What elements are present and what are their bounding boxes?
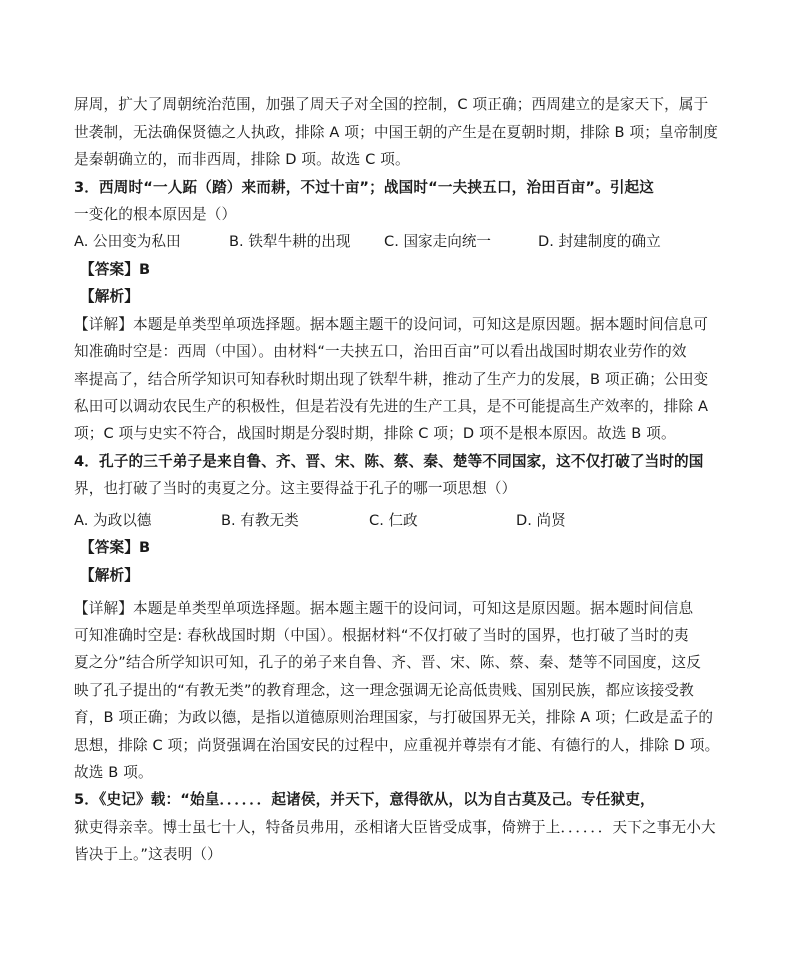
q3-detail-line-4: 私田可以调动农民生产的积极性，但是若没有先进的生产工具，是不可能提高生产效率的，排除 A: [74, 398, 709, 415]
q4-option-c: C. 仁政: [369, 512, 418, 529]
q5-stem-line-1: 5．《史记》载：“始皇．．．．．．起诸侯，并天下，意得欲从，以为自古莫及己。专任狱吏，: [74, 791, 655, 808]
q3-option-b: B. 铁犁牛耕的出现: [229, 233, 351, 250]
q3-stem-line-2: 一变化的根本原因是（）: [74, 206, 237, 223]
q4-answer: 【答案】B: [80, 539, 151, 556]
q5-stem-line-2: 狱吏得亲幸。博士虽七十人，特备员弗用，丞相诸大臣皆受成事，倚辨于上．．．．．．天下之事无小大: [74, 819, 716, 836]
q4-option-a: A. 为政以德: [74, 512, 152, 529]
q3-answer: 【答案】B: [80, 261, 151, 278]
q3-analysis-label: 【解析】: [80, 288, 139, 305]
q3-detail-line-2: 知准确时空是：西周（中国）。由材料“一夫挟五口，治田百亩”可以看出战国时期农业劳作的效: [74, 343, 687, 360]
q5-stem-line-3: 皆决于上。”这表明（）: [74, 846, 222, 863]
q2-analysis-line-3: 是秦朝确立的，而非西周，排除 D 项。故选 C 项。: [74, 151, 410, 168]
q2-analysis-line-2: 世袭制，无法确保贤德之人执政，排除 A 项；中国王朝的产生是在夏朝时期，排除 B 项；皇帝制度: [74, 124, 718, 141]
q4-detail-line-3: 夏之分”结合所学知识可知，孔子的弟子来自鲁、齐、晋、宋、陈、蔡、秦、楚等不同国度，这反: [74, 654, 701, 671]
q3-option-d: D. 封建制度的确立: [538, 233, 661, 250]
q3-stem-line-1: 3．西周时“一人跖（踏）来而耕，不过十亩”；战国时“一夫挟五口，治田百亩”。引起这: [74, 179, 655, 196]
q4-detail-line-2: 可知准确时空是: 春秋战国时期（中国）。根据材料“不仅打破了当时的国界，也打破了当时的夷: [74, 627, 689, 644]
q4-detail-line-1: 【详解】本题是单类型单项选择题。据本题主题干的设问词，可知这是原因题。据本题时间信息: [74, 600, 694, 617]
q4-detail-line-6: 思想，排除 C 项；尚贤强调在治国安民的过程中，应重视并尊崇有才能、有德行的人，排除 D 项。: [74, 737, 720, 754]
q3-detail-line-5: 项；C 项与史实不符合，战国时期是分裂时期，排除 C 项；D 项不是根本原因。故选 B 项。: [74, 425, 676, 442]
q3-detail-line-3: 率提高了，结合所学知识可知春秋时期出现了铁犁牛耕，推动了生产力的发展，B 项正确；公田变: [74, 371, 709, 388]
q4-detail-line-7: 故选 B 项。: [74, 764, 153, 781]
q4-detail-line-4: 映了孔子提出的“有教无类”的教育理念，这一理念强调无论高低贵贱、国别民族，都应该接受教: [74, 682, 694, 699]
q4-detail-line-5: 育，B 项正确；为政以德，是指以道德原则治理国家，与打破国界无关，排除 A 项；仁政是孟子的: [74, 709, 714, 726]
q2-analysis-line-1: 屏周，扩大了周朝统治范围，加强了周天子对全国的控制，C 项正确；西周建立的是家天下，属于: [74, 96, 709, 113]
q4-analysis-label: 【解析】: [80, 567, 139, 584]
q4-option-d: D. 尚贤: [516, 512, 566, 529]
q3-option-c: C. 国家走向统一: [384, 233, 492, 250]
q3-detail-line-1: 【详解】本题是单类型单项选择题。据本题主题干的设问词，可知这是原因题。据本题时间信息可: [74, 316, 708, 333]
q3-option-a: A. 公田变为私田: [74, 233, 181, 250]
q4-stem-line-1: 4．孔子的三千弟子是来自鲁、齐、晋、宋、陈、蔡、秦、楚等不同国家，这不仅打破了当时的国: [74, 453, 704, 470]
q4-stem-line-2: 界，也打破了当时的夷夏之分。这主要得益于孔子的哪一项思想（）: [74, 480, 517, 497]
q4-option-b: B. 有教无类: [221, 512, 299, 529]
